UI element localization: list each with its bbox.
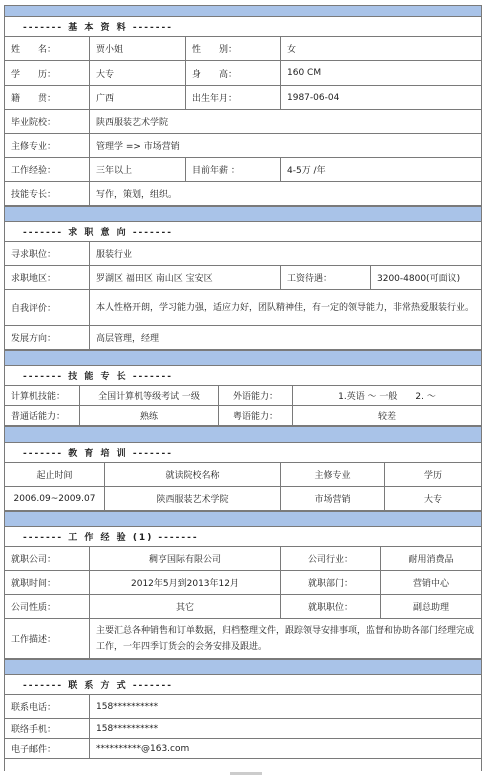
value-education: 大专: [90, 61, 186, 85]
basic-row: [5, 61, 481, 86]
label-birth: 出生年月：: [186, 86, 281, 109]
label-department: 就职部门：: [281, 571, 381, 594]
section-bar: [5, 350, 481, 366]
value-skill: 写作，策划，组织。: [96, 190, 178, 200]
value-salary: 4-5万 /年: [287, 166, 326, 176]
value-cantonese: 较差: [377, 412, 396, 422]
edu-degree: 大专: [423, 495, 442, 505]
education-row: [5, 487, 481, 511]
intent-row: [5, 242, 481, 266]
value-pay: 3200-4800(可面议): [377, 274, 461, 284]
label-industry: 公司行业：: [281, 547, 381, 570]
edu-header-time: 起止时间: [5, 463, 105, 486]
label-height: 身 高：: [186, 61, 281, 85]
section-bar: [5, 5, 481, 17]
work-title: ------- 工 作 经 验 (1) -------: [23, 533, 199, 543]
label-mobile: 联络手机：: [5, 719, 90, 738]
intent-title: ------- 求 职 意 向 -------: [23, 228, 173, 238]
label-gender: 性 别：: [186, 37, 281, 60]
edu-time: 2006.09~2009.07: [5, 487, 105, 510]
section-bar: [5, 511, 481, 527]
label-direction: 发展方向：: [5, 326, 90, 349]
value-hometown: 广西: [90, 86, 186, 109]
label-hometown: 籍 贯：: [5, 86, 90, 109]
label-salary: 目前年薪 ：: [186, 158, 281, 181]
value-height: 160 CM: [287, 68, 322, 78]
label-job: 寻求职位：: [5, 242, 90, 265]
value-gender: 女: [287, 45, 297, 55]
label-major: 主修专业：: [5, 134, 90, 157]
label-school: 毕业院校：: [5, 110, 90, 133]
basic-row: [5, 37, 481, 61]
section-title-intent: [5, 222, 481, 242]
label-cantonese: 粤语能力：: [219, 406, 293, 425]
label-eval: 自我评价：: [5, 290, 90, 325]
label-pay: 工资待遇：: [281, 266, 371, 289]
section-title-education: [5, 443, 481, 463]
section-title-skills: [5, 366, 481, 386]
contact-row: [5, 695, 481, 719]
work-row: [5, 619, 481, 659]
section-title-work: [5, 527, 481, 547]
label-position: 就职职位：: [281, 595, 381, 618]
value-department: 营销中心: [412, 579, 449, 589]
label-company: 就职公司：: [5, 547, 90, 570]
basic-row: [5, 158, 481, 182]
label-phone: 联系电话：: [5, 695, 90, 718]
label-education: 学 历：: [5, 61, 90, 85]
value-major: 管理学 => 市场营销: [96, 142, 180, 152]
edu-header-school: 就读院校名称: [105, 463, 281, 486]
work-row: [5, 547, 481, 571]
value-eval: 本人性格开朗，学习能力强，适应力好，团队精神佳，有一定的领导能力，非常热爱服装行业。: [96, 302, 475, 313]
label-description: 工作描述：: [5, 619, 90, 658]
section-bar: [5, 659, 481, 675]
section-title-contact: [5, 675, 481, 695]
value-area: 罗湖区 福田区 南山区 宝安区: [90, 266, 281, 289]
basic-row: [5, 86, 481, 110]
edu-school: 陕西服装艺术学院: [105, 487, 281, 510]
skills-title: ------- 技 能 专 长 -------: [23, 372, 173, 382]
value-description: 主要汇总各种销售和订单数据，归档整理文件，跟踪领导安排事项，监督和协助各部门经理完成工作，一年四季订货会的会务安排及跟进。: [96, 625, 475, 652]
value-name: 贾小姐: [90, 37, 186, 60]
value-company: 稠亨国际有限公司: [90, 547, 281, 570]
edu-header-degree: 学历: [423, 471, 442, 481]
education-title: ------- 教 育 培 训 -------: [23, 449, 173, 459]
basic-row: [5, 134, 481, 158]
value-industry: 耐用消费品: [408, 555, 454, 565]
intent-row: [5, 290, 481, 326]
label-area: 求职地区：: [5, 266, 90, 289]
label-foreign: 外语能力：: [219, 386, 293, 405]
value-job: 服装行业: [96, 250, 133, 260]
contact-row: [5, 739, 481, 759]
intent-row: [5, 266, 481, 290]
edu-header-major: 主修专业: [281, 463, 385, 486]
value-school: 陕西服装艺术学院: [96, 118, 169, 128]
value-position: 副总助理: [412, 603, 449, 613]
scroll-indicator: [230, 772, 262, 775]
label-experience: 工作经验：: [5, 158, 90, 181]
value-phone: 158**********: [96, 701, 159, 712]
value-experience: 三年以上: [90, 158, 186, 181]
value-nature: 其它: [90, 595, 281, 618]
resume-document: [4, 5, 482, 771]
basic-title: ------- 基 本 资 料 -------: [23, 23, 173, 33]
education-header-row: [5, 463, 481, 487]
section-bar: [5, 426, 481, 443]
section-title-basic: [5, 17, 481, 37]
skills-row: [5, 386, 481, 406]
skills-row: [5, 406, 481, 426]
value-computer: 全国计算机等级考试 一级: [80, 386, 219, 405]
value-direction: 高层管理，经理: [96, 334, 160, 344]
value-mandarin: 熟练: [80, 406, 219, 425]
label-mandarin: 普通话能力：: [5, 406, 80, 425]
label-name: 姓 名：: [5, 37, 90, 60]
contact-title: ------- 联 系 方 式 -------: [23, 681, 173, 691]
label-skill: 技能专长：: [5, 182, 90, 205]
basic-row: [5, 110, 481, 134]
value-email[interactable]: **********@163.com: [96, 743, 190, 754]
label-email: 电子邮件：: [5, 739, 90, 758]
value-work-time: 2012年5月到2013年12月: [90, 571, 281, 594]
contact-row: [5, 719, 481, 739]
label-computer: 计算机技能：: [5, 386, 80, 405]
work-row: [5, 571, 481, 595]
value-foreign: 1.英语 ～ 一般 2. ～: [338, 392, 436, 402]
intent-row: [5, 326, 481, 350]
label-nature: 公司性质：: [5, 595, 90, 618]
value-birth: 1987-06-04: [287, 92, 340, 103]
basic-row: [5, 182, 481, 206]
value-mobile: 158**********: [96, 723, 159, 734]
section-bar: [5, 206, 481, 222]
label-work-time: 就职时间：: [5, 571, 90, 594]
edu-major: 市场营销: [281, 487, 385, 510]
work-row: [5, 595, 481, 619]
